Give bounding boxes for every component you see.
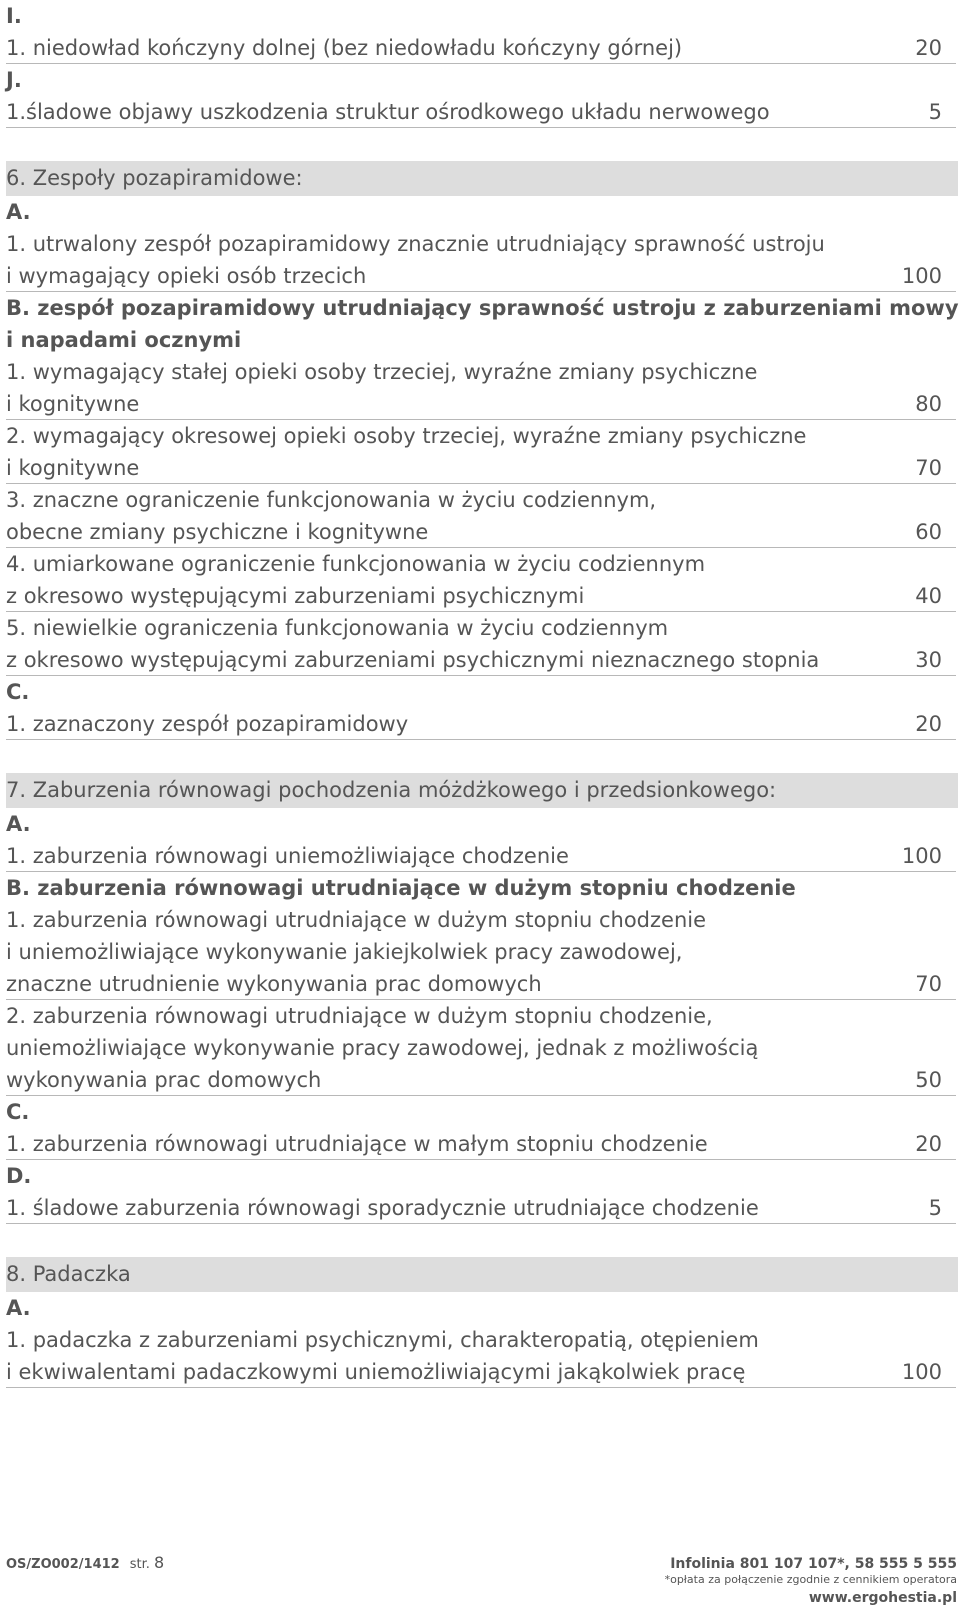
- row-value: 70: [915, 456, 942, 480]
- row-value: 5: [928, 1196, 942, 1220]
- table-row: [6, 968, 956, 1000]
- item-letter: I.: [6, 4, 22, 28]
- row-value: 80: [915, 392, 942, 416]
- item-letter: C.: [6, 1100, 30, 1124]
- row-text: i uniemożliwiające wykonywanie jakiejkolwiek pracy zawodowej,: [6, 940, 683, 964]
- row-text: 1.śladowe objawy uszkodzenia struktur ośrodkowego układu nerwowego: [6, 100, 770, 124]
- table-row: [6, 708, 956, 740]
- table-row: [6, 644, 956, 676]
- table-row: [6, 32, 956, 64]
- row-text: 1. niedowład kończyny dolnej (bez niedowładu kończyny górnej): [6, 36, 683, 60]
- table-row: [6, 840, 956, 872]
- item-letter: J.: [6, 68, 22, 92]
- row-text: 3. znaczne ograniczenie funkcjonowania w życiu codziennym,: [6, 488, 657, 512]
- item-letter: A.: [6, 1296, 31, 1320]
- footer-contact: [665, 1555, 957, 1608]
- row-text: i wymagający opieki osób trzecich: [6, 264, 367, 288]
- item-letter: A.: [6, 812, 31, 836]
- table-row: [6, 516, 956, 548]
- row-text: 4. umiarkowane ograniczenie funkcjonowania w życiu codziennym: [6, 552, 706, 576]
- row-value: 100: [901, 844, 942, 868]
- row-text: 1. zaburzenia równowagi utrudniające w dużym stopniu chodzenie: [6, 908, 707, 932]
- subheading: i napadami ocznymi: [6, 328, 242, 352]
- row-text: i kognitywne: [6, 456, 140, 480]
- row-text: i ekwiwalentami padaczkowymi uniemożliwiającymi jakąkolwiek pracę: [6, 1360, 746, 1384]
- document-body: [6, 0, 959, 1388]
- row-value: 20: [915, 36, 942, 60]
- row-value: 40: [915, 584, 942, 608]
- row-text: 2. zaburzenia równowagi utrudniające w dużym stopniu chodzenie,: [6, 1004, 713, 1028]
- subheading: B. zespół pozapiramidowy utrudniający sprawność ustroju z zaburzeniami mowy: [6, 296, 959, 320]
- row-value: 60: [915, 520, 942, 544]
- website-link[interactable]: www.ergohestia.pl: [808, 1590, 957, 1606]
- row-text: 1. śladowe zaburzenia równowagi sporadycznie utrudniające chodzenie: [6, 1196, 759, 1220]
- subheading: B. zaburzenia równowagi utrudniające w dużym stopniu chodzenie: [6, 876, 796, 900]
- table-row: [6, 580, 956, 612]
- table-row: [6, 388, 956, 420]
- section-heading-6: 6. Zespoły pozapiramidowe:: [6, 161, 958, 196]
- row-text: z okresowo występującymi zaburzeniami psychicznymi: [6, 584, 585, 608]
- section-heading-8: 8. Padaczka: [6, 1257, 958, 1292]
- table-row: [6, 1128, 956, 1160]
- row-text: 2. wymagający okresowej opieki osoby trzeciej, wyraźne zmiany psychiczne: [6, 424, 807, 448]
- item-letter: A.: [6, 200, 31, 224]
- row-text: 1. zaburzenia równowagi uniemożliwiające chodzenie: [6, 844, 569, 868]
- row-value: 30: [915, 648, 942, 672]
- row-text: wykonywania prac domowych: [6, 1068, 322, 1092]
- document-code: OS/ZO002/1412: [6, 1557, 120, 1572]
- row-text: 5. niewielkie ograniczenia funkcjonowania w życiu codziennym: [6, 616, 669, 640]
- row-text: 1. wymagający stałej opieki osoby trzeciej, wyraźne zmiany psychiczne: [6, 360, 758, 384]
- row-text: uniemożliwiające wykonywanie pracy zawodowej, jednak z możliwością: [6, 1036, 759, 1060]
- hotline-note: *opłata za połączenie zgodnie z cennikiem operatora: [664, 1573, 957, 1586]
- row-text: 1. zaburzenia równowagi utrudniające w małym stopniu chodzenie: [6, 1132, 708, 1156]
- row-text: z okresowo występującymi zaburzeniami psychicznymi nieznacznego stopnia: [6, 648, 820, 672]
- item-letter: C.: [6, 680, 30, 704]
- hotline-text: Infolinia 801 107 107*, 58 555 5 555: [670, 1556, 957, 1572]
- row-value: 100: [901, 1360, 942, 1384]
- row-text: i kognitywne: [6, 392, 140, 416]
- footer-doc-info: [6, 1553, 164, 1572]
- table-row: [6, 452, 956, 484]
- row-value: 20: [915, 712, 942, 736]
- table-row: [6, 1356, 956, 1388]
- row-value: 70: [915, 972, 942, 996]
- row-text: obecne zmiany psychiczne i kognitywne: [6, 520, 429, 544]
- row-value: 50: [915, 1068, 942, 1092]
- row-text: 1. utrwalony zespół pozapiramidowy znacznie utrudniający sprawność ustroju: [6, 232, 825, 256]
- table-row: [6, 1064, 956, 1096]
- item-letter: D.: [6, 1164, 32, 1188]
- row-value: 5: [928, 100, 942, 124]
- row-text: 1. zaznaczony zespół pozapiramidowy: [6, 712, 409, 736]
- table-row: [6, 260, 956, 292]
- table-row: [6, 96, 956, 128]
- row-value: 20: [915, 1132, 942, 1156]
- table-row: [6, 1192, 956, 1224]
- row-text: 1. padaczka z zaburzeniami psychicznymi, charakteropatią, otępieniem: [6, 1328, 759, 1352]
- page-number: 8: [154, 1553, 165, 1572]
- page-label: str.: [129, 1557, 150, 1572]
- section-heading-7: 7. Zaburzenia równowagi pochodzenia móżdżkowego i przedsionkowego:: [6, 773, 958, 808]
- row-text: znaczne utrudnienie wykonywania prac domowych: [6, 972, 542, 996]
- row-value: 100: [901, 264, 942, 288]
